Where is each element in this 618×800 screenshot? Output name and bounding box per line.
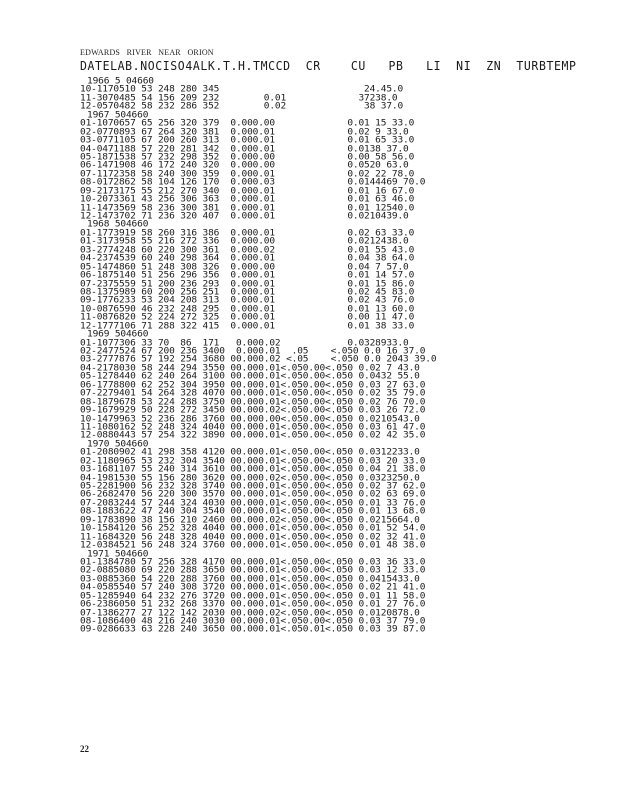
- table-row: 01-1070657 65 256 320 379 0.000.00 0.01 15 33.0: [80, 118, 415, 129]
- table-row: 05-1285940 64 232 276 3720 00.000.01<.050.00<.050 0.01 11 58.0: [80, 590, 426, 602]
- table-row: 01-1077306 33 70 86 171 0.000.02 0.0328933.0: [80, 337, 409, 349]
- table-row: 09-1679929 50 228 272 3450 00.000.02<.050.00<.050 0.03 26 72.0: [80, 405, 426, 416]
- table-row: 01-1384780 57 256 328 4170 00.000.01<.050.00<.050 0.03 36 33.0: [80, 557, 426, 568]
- table-row: 03-2774248 60 220 300 361 0.000.02 0.01 55 43.0: [80, 244, 415, 256]
- table-row: 08-0172862 58 104 126 170 0.000.03 0.0144469 70.0: [80, 177, 426, 188]
- year-heading: 1969 504660: [87, 329, 149, 340]
- table-row: 06-2386050 51 232 268 3370 00.000.01<.050.00<.050 0.01 27 76.0: [80, 599, 426, 610]
- table-row: 11-1473569 58 236 300 381 0.000.01 0.01 12540.0: [80, 202, 415, 214]
- table-row: 02-2477524 67 200 236 3400 0.000.01 .05 <.050 0.0 16 37.0: [80, 346, 426, 357]
- station-title: EDWARDS RIVER NEAR ORION: [80, 48, 214, 57]
- table-row: 01-3173958 55 216 272 336 0.000.00 0.0212438.0: [80, 236, 409, 247]
- page-number: 22: [80, 744, 89, 754]
- table-row: 07-1386277 27 122 142 2030 00.000.02<.050.00<.050 0.0120878.0: [80, 607, 420, 619]
- table-row: 07-1172358 58 240 300 359 0.000.01 0.02 22 78.0: [80, 168, 415, 180]
- table-row: 05-1474860 51 248 308 326 0.000.00 0.04 7 57.0: [80, 261, 409, 273]
- table-row: 03-2777876 57 192 254 3680 00.000.02 <.05 <.050 0.0 2043 39.0: [80, 354, 437, 365]
- table-row: 04-1981530 55 156 280 3620 00.000.02<.050.00<.050 0.0323250.0: [80, 472, 420, 484]
- table-row: 10-1170510 53 248 280 345 24.45.0: [80, 84, 404, 95]
- table-row: 12-1777106 71 288 322 415 0.000.01 0.01 38 33.0: [80, 320, 415, 332]
- table-row: 04-0471188 57 220 281 342 0.000.01 0.0138 37.0: [80, 143, 409, 155]
- table-row: 09-0286633 63 228 240 3650 00.000.01<.050.01<.050 0.03 39 87.0: [80, 624, 426, 635]
- table-row: 07-2279401 54 264 328 4070 00.000.01<.050.00<.050 0.02 35 79.0: [80, 388, 426, 399]
- year-heading: 1967 504660: [87, 109, 149, 121]
- table-row: 05-2281900 56 232 328 3740 00.000.01<.050.00<.050 0.02 37 62.0: [80, 481, 426, 492]
- table-row: 11-0876820 52 224 272 325 0.000.01 0.00 11 47.0: [80, 312, 415, 323]
- table-row: 08-1375989 60 200 256 251 0.000.01 0.02 45 83.0: [80, 287, 415, 298]
- table-row: 12-0570482 58 232 286 352 0.02 38 37.0: [80, 101, 404, 112]
- table-row: 08-1883622 47 240 304 3540 00.000.01<.050.00<.050 0.01 13 68.0: [80, 506, 426, 517]
- table-row: 09-1776233 53 204 208 313 0.000.01 0.02 43 76.0: [80, 295, 415, 306]
- table-row: 01-2080902 41 298 358 4120 00.000.01<.050.00<.050 0.0312233.0: [80, 447, 420, 458]
- table-row: 10-2073361 43 256 306 363 0.000.01 0.01 63 46.0: [80, 194, 415, 205]
- year-heading: 1970 504660: [87, 438, 149, 450]
- table-row: 11-1684320 56 248 328 4040 00.000.01<.050.00<.050 0.02 32 41.0: [80, 531, 426, 543]
- table-row: 10-1479963 52 236 286 3760 00.000.00<.050.00<.050 0.0210543.0: [80, 413, 420, 425]
- table-row: 09-1783890 38 156 210 2460 00.000.02<.050.00<.050 0.0215664.0: [80, 514, 420, 526]
- table-row: 08-1879678 53 224 288 3750 00.000.01<.050.00<.050 0.02 76 70.0: [80, 396, 426, 408]
- table-row: 10-0876590 46 232 248 295 0.000.01 0.01 13 60.0: [80, 303, 415, 315]
- table-row: 09-2173175 55 212 270 340 0.000.01 0.01 16 67.0: [80, 185, 415, 197]
- table-row: 04-2374539 60 240 298 364 0.000.01 0.04 38 64.0: [80, 253, 415, 264]
- table-row: 04-2178030 58 244 294 3550 00.000.01<.050.00<.050 0.02 7 43.0: [80, 362, 420, 374]
- table-row: 06-1875140 51 256 296 356 0.000.01 0.01 14 57.0: [80, 270, 415, 281]
- year-heading: 1968 504660: [87, 219, 149, 230]
- table-row: 03-0885360 54 220 288 3760 00.000.01<.050.00<.050 0.0415433.0: [80, 573, 420, 585]
- table-row: 04-0585540 57 240 308 3720 00.000.01<.050.00<.050 0.02 21 41.0: [80, 582, 426, 593]
- table-row: 12-1473702 71 236 320 407 0.000.01 0.0210439.0: [80, 211, 409, 222]
- table-row: 05-1871538 57 232 298 352 0.000.00 0.00 58 56.0: [80, 152, 415, 163]
- table-row: 02-0770893 67 264 320 381 0.000.01 0.02 9 33.0: [80, 126, 409, 138]
- table-row: 03-0771105 67 200 260 313 0.000.01 0.01 65 33.0: [80, 135, 415, 146]
- data-table: [80, 78, 550, 635]
- table-row: 08-1086400 48 216 240 3030 00.000.01<.050.00<.050 0.03 37 79.0: [80, 616, 426, 627]
- table-row: 12-0880443 57 254 322 3890 00.000.01<.050.00<.050 0.02 42 35.0: [80, 430, 426, 441]
- table-row: 12-0384521 56 248 324 3760 00.000.01<.050.00<.050 0.01 48 38.0: [80, 540, 426, 551]
- table-row: 01-1773919 58 260 316 386 0.000.01 0.02 63 33.0: [80, 227, 415, 239]
- table-row: 07-2083244 57 244 324 4030 00.000.01<.050.00<.050 0.01 33 76.0: [80, 497, 426, 509]
- table-row: 10-1584120 56 252 328 4040 00.000.01<.050.00<.050 0.01 52 54.0: [80, 523, 426, 534]
- year-heading: 1971 504660: [87, 548, 149, 560]
- year-heading: 1966 5 04660: [87, 76, 154, 87]
- table-row: 02-1180965 53 232 304 3540 00.000.01<.050.00<.050 0.03 20 33.0: [80, 455, 426, 467]
- column-header: DATELAB.NOCISO4ALK.T.H.TMCCD CR CU PB LI NI ZN TURBTEMP: [80, 58, 577, 74]
- table-row: 06-1471908 46 172 240 320 0.000.00 0.0520 63.0: [80, 160, 409, 171]
- table-row: 06-2682470 56 220 300 3570 00.000.01<.050.00<.050 0.02 63 69.0: [80, 489, 426, 500]
- table-row: 07-2375559 51 200 236 293 0.000.01 0.01 15 86.0: [80, 278, 415, 290]
- table-row: 11-3070485 54 156 209 232 0.01 37238.0: [80, 92, 398, 104]
- table-row: 03-1681107 55 240 314 3610 00.000.01<.050.00<.050 0.04 21 38.0: [80, 464, 426, 475]
- table-row: 11-1080162 52 248 324 4040 00.000.01<.050.00<.050 0.03 61 47.0: [80, 422, 426, 433]
- table-row: 05-1278440 62 240 264 3100 00.000.01<.050.00<.050 0.0432 55.0: [80, 371, 420, 382]
- table-row: 06-1778800 62 252 304 3950 00.000.01<.050.00<.050 0.03 27 63.0: [80, 379, 426, 391]
- table-row: 02-0885080 69 220 288 3650 00.000.01<.050.00<.050 0.03 12 33.0: [80, 565, 426, 576]
